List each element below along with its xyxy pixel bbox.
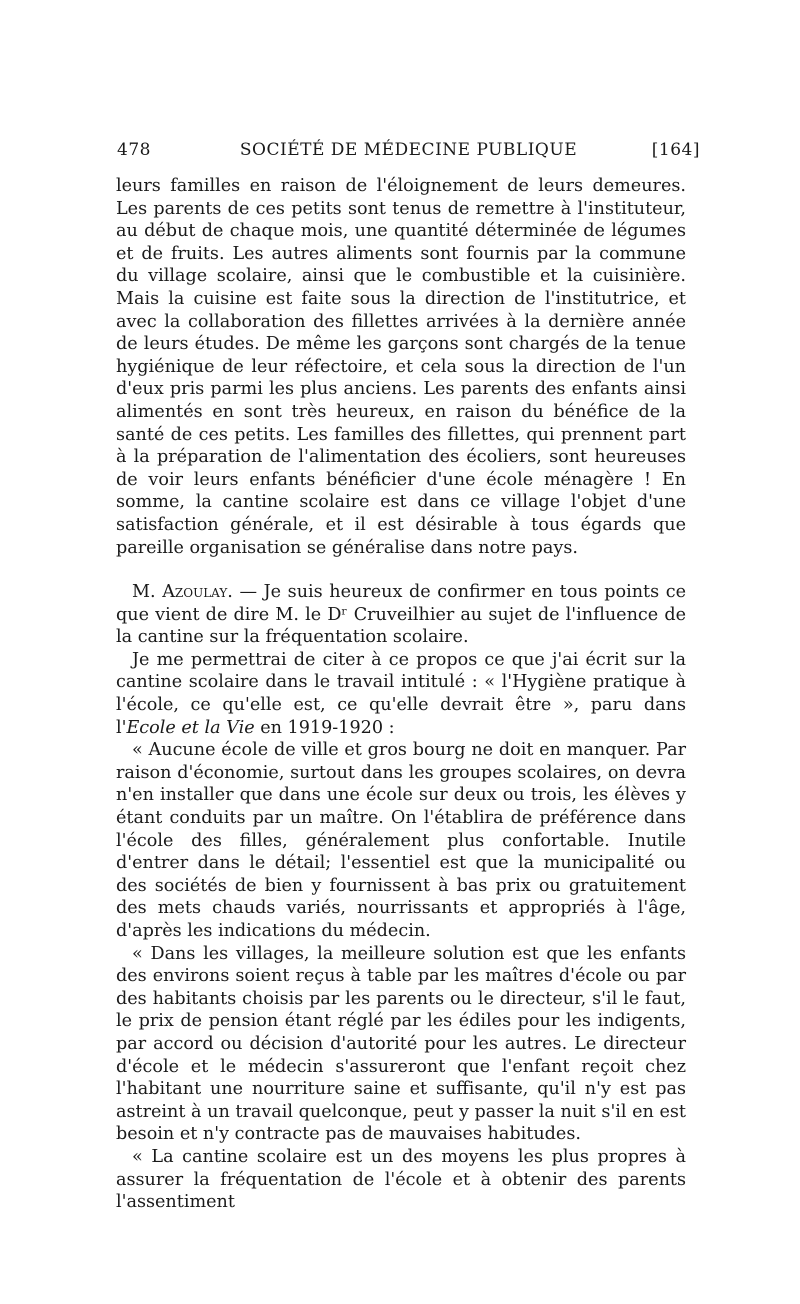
- running-title: SOCIÉTÉ DE MÉDECINE PUBLIQUE: [239, 140, 578, 160]
- page-number: 478: [117, 140, 151, 160]
- citation-journal: Ecole et la Vie: [126, 717, 255, 738]
- body-text: [116, 175, 686, 1214]
- speaker-name: M. Azoulay.: [132, 582, 233, 603]
- paragraph-continuation: leurs familles en raison de l'éloignement de leurs demeures. Les parents de ces petits sont tenus de remettre à l'instituteur, au début de chaque mois, une quantité déterminée de légumes et de fruits. Les autres aliments sont fournis par la commune du village scolaire, ainsi que le combustible et la cuisinière. Mais la cuisine est faite sous la direction de l'institutrice, et avec la collaboration des fillettes arrivées à la dernière année de leurs études. De même les garçons sont chargés de la tenue hygiénique de leur réfectoire, et cela sous la direction de l'un d'eux pris parmi les plus anciens. Les parents des enfants ainsi alimentés en sont très heureux, en raison du bénéfice de la santé de ces petits. Les familles des fillettes, qui prennent part à la préparation de l'alimentation des écoliers, sont heureuses de voir leurs enfants bénéficier d'une école ménagère ! En somme, la cantine scolaire est dans ce village l'objet d'une satisfaction générale, et il est désirable à tous égards que pareille organisation se généralise dans notre pays.: [116, 176, 686, 558]
- speaker-text: — Je suis heureux de confirmer en tous points ce que vient de dire M. le Dʳ Cruveilhier au sujet de l'influence de la cantine sur la fréquentation scolaire.: [116, 582, 686, 648]
- quote-paragraph-3: « La cantine scolaire est un des moyens les plus propres à assurer la fréquentation de l'école et à obtenir des parents l'assentiment: [116, 1146, 686, 1213]
- quote-paragraph-1: « Aucune école de ville et gros bourg ne doit en manquer. Par raison d'économie, surtout dans les groupes scolaires, on devra n'en installer que dans une école sur deux ou trois, les élèves y étant conduits par un maître. On l'établira de préférence dans l'école des filles, généralement plus confortable. Inutile d'entrer dans le détail; l'essentiel est que la municipalité ou des sociétés de bien y fournissent à bas prix ou gratuitement des mets chauds variés, nourrissants et appropriés à l'âge, d'après les indications du médecin.: [116, 740, 686, 941]
- paragraph-azoulay: [116, 581, 686, 649]
- citation-after: en 1919-1920 :: [254, 717, 395, 738]
- paragraph-citation-intro: [116, 649, 686, 739]
- page-header: [117, 140, 700, 164]
- citation-before: Je me permettrai de citer à ce propos ce que j'ai écrit sur la cantine scolaire dans le travail intitulé : « l'Hygiène pratique à l'école, ce qu'elle est, ce qu'elle devrait être », paru dans l': [116, 649, 686, 738]
- section-number: [164]: [651, 140, 700, 160]
- quote-paragraph-2: « Dans les villages, la meilleure solution est que les enfants des environs soient reçus à table par les maîtres d'école ou par des habitants choisis par les parents ou le directeur, s'il le faut, le prix de pension étant réglé par les édiles pour les indigents, par accord ou décision d'autorité pour les autres. Le directeur d'école et le médecin s'assureront que l'enfant reçoit chez l'habitant une nourriture saine et suffisante, qu'il n'y est pas astreint à un travail quelconque, peut y passer la nuit s'il en est besoin et n'y contracte pas de mauvaises habitudes.: [116, 943, 686, 1145]
